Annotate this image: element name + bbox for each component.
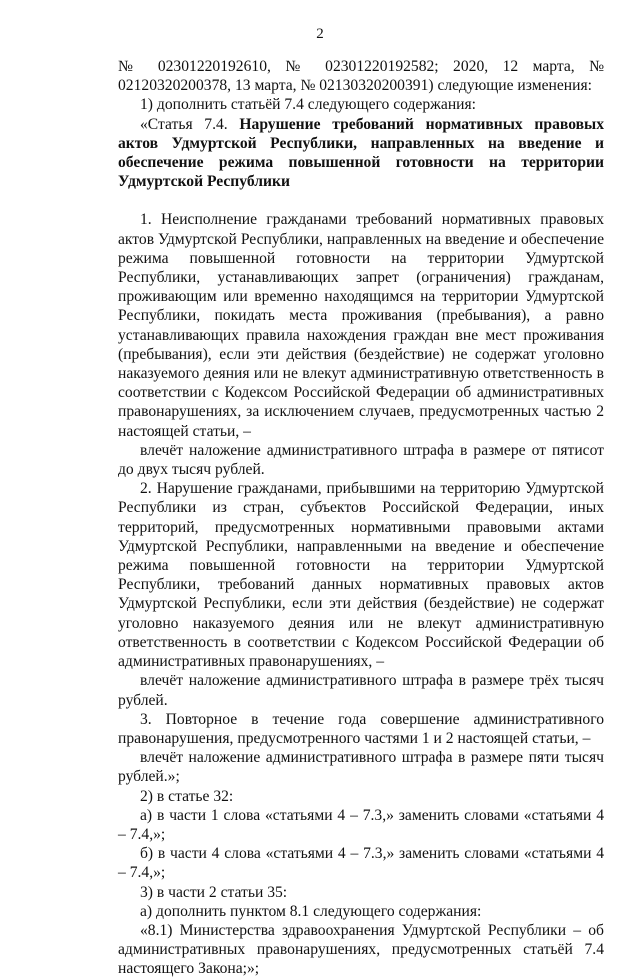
article-penalty-1: влечёт наложение административного штрафа в размере от пятисот до двух тысяч рублей. [118,441,604,479]
document-body [118,57,604,979]
page-number: 2 [316,26,324,42]
amendment-item-2b: б) в части 4 слова «статьями 4 – 7.3,» заменить словами «статьями 4 – 7.4,»; [118,845,604,882]
amendment-item-1: 1) дополнить статьёй 7.4 следующего содержания: [140,96,477,114]
intro-paragraph: № 02301220192610, № 02301220192582; 2020, 12 марта, № 02120320200378, 13 марта, № 02130320200391) следующие изменения: [118,58,604,95]
article-title: Нарушение требований нормативных правовых актов Удмуртской Республики, направленных на введение и обеспечение режима повышенной готовности на территории Удмуртской Республики [118,115,604,191]
article-penalty-2: влечёт наложение административного штрафа в размере трёх тысяч рублей. [118,672,604,709]
amendment-item-2a: а) в части 1 слова «статьями 4 – 7.3,» заменить словами «статьями 4 – 7.4,»; [118,806,604,843]
amendment-item-3: 3) в части 2 статьи 35: [140,883,288,901]
amendment-item-3a-text: «8.1) Министерства здравоохранения Удмуртской Республики – об административных правонарушениях, предусмотренных статьёй 7.4 настоящего Закона;»; [118,921,604,978]
article-part-2: 2. Нарушение гражданами, прибывшими на территорию Удмуртской Республики из стран, субъектов Российской Федерации, иных территорий, предусмотренных нормативными правовыми актами Удмуртской Республики, направленными на введение и обеспечение режима повышенной готовности на территории Удмуртской Республики, требований данных нормативных правовых актов Удмуртской Республики, если эти действия (бездействие) не содержат уголовно наказуемого деяния или не влекут административную ответственность в соответствии с Кодексом Российской Федерации об административных правонарушениях, – [118,480,604,671]
amendment-item-3a: а) дополнить пунктом 8.1 следующего содержания: [140,902,482,920]
article-part-3: 3. Повторное в течение года совершение административного правонарушения, предусмотренного частями 1 и 2 настоящей статьи, – [118,710,604,747]
article-prefix: «Статья 7.4. [140,115,240,133]
amendment-item-2: 2) в статье 32: [140,787,234,805]
article-penalty-3: влечёт наложение административного штрафа в размере пяти тысяч рублей.»; [118,749,604,786]
article-heading [118,115,604,192]
article-part-1: 1. Неисполнение гражданами требований нормативных правовых актов Удмуртской Республики, направленных на введение и обеспечение режима повышенной готовности на территории Удмуртской Республики, устанавливающих запрет (ограничения) гражданам, проживающим или временно находящимся на территории Удмуртской Республики, покидать места проживания (пребывания), а равно устанавливающих правила нахождения граждан вне мест проживания (пребывания), если эти действия (бездействие) не содержат уголовно наказуемого деяния или не влекут административную ответственность в соответствии с Кодексом Российской Федерации об административных правонарушениях, за исключением случаев, предусмотренных частью 2 настоящей статьи, – [118,211,604,440]
